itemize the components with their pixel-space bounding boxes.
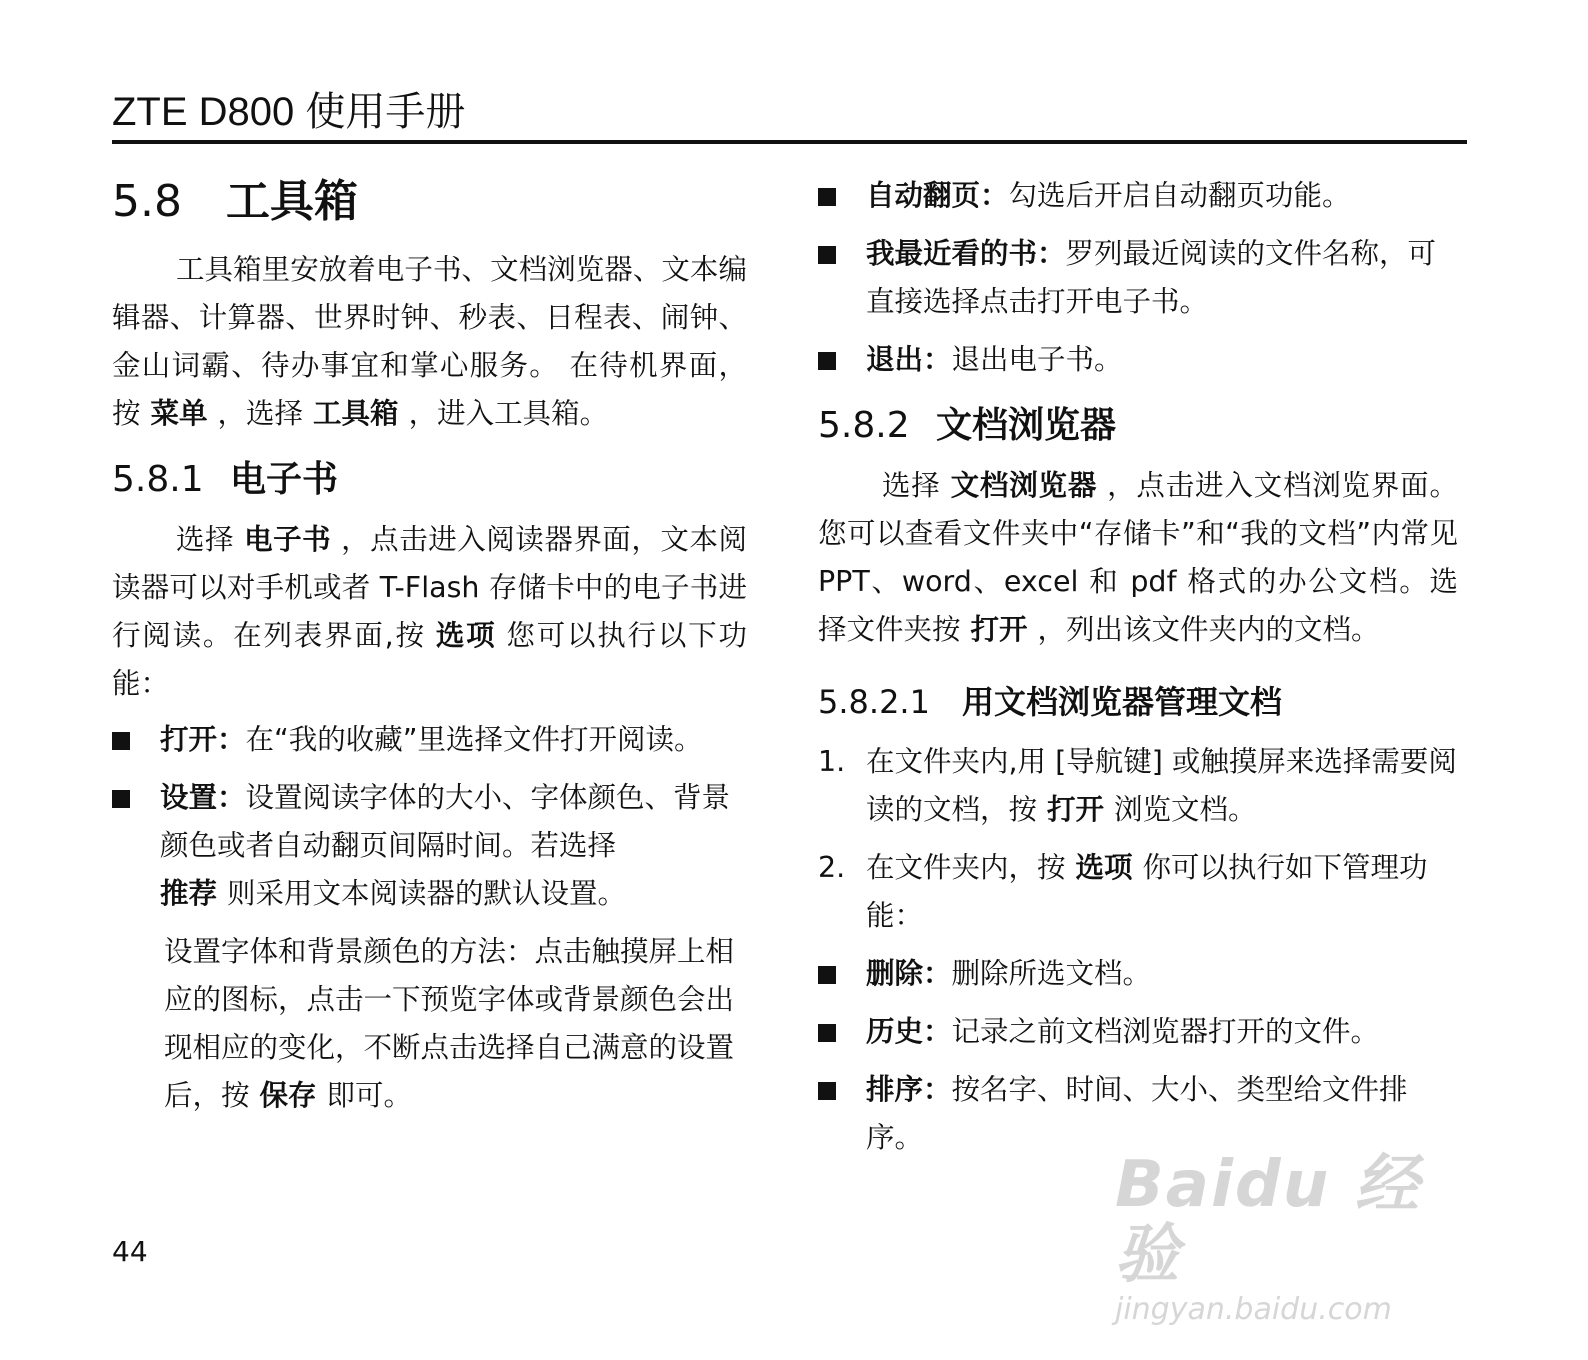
bullet-text: 按名字、时间、大小、类型给文件排序。 xyxy=(866,1073,1408,1154)
intro-text-end: ，进入工具箱。 xyxy=(408,397,609,430)
baidu-watermark xyxy=(1115,1148,1475,1327)
recommend-key: 推荐 xyxy=(160,877,218,910)
left-column xyxy=(112,162,747,1120)
square-bullet-icon xyxy=(818,246,836,264)
step-text: 在文件夹内，按 xyxy=(866,851,1066,884)
ebook-key: 电子书 xyxy=(244,523,332,556)
square-bullet-icon xyxy=(818,966,836,984)
bullet-text-tail: 则采用文本阅读器的默认设置。 xyxy=(227,877,627,910)
subsection-title: 电子书 xyxy=(230,459,339,500)
bullet-text: 勾选后开启自动翻页功能。 xyxy=(1008,179,1351,212)
bullet-item xyxy=(818,336,1458,384)
bullet-term: 退出： xyxy=(866,343,952,376)
watermark-url: jingyan.baidu.com xyxy=(1115,1292,1392,1327)
bullet-term: 我最近看的书： xyxy=(866,237,1066,270)
page-number: 44 xyxy=(112,1235,148,1268)
bullet-text: 设置阅读字体的大小、字体颜色、背景颜色或者自动翻页间隔时间。若选择 xyxy=(160,781,731,862)
bullet-term: 删除： xyxy=(866,957,952,990)
page-header xyxy=(112,88,1467,144)
toolbox-key: 工具箱 xyxy=(313,397,399,430)
square-bullet-icon xyxy=(818,1024,836,1042)
bullet-term: 排序： xyxy=(866,1073,952,1106)
save-key: 保存 xyxy=(259,1079,317,1112)
step-text-end: 你可以执行如下管理功能： xyxy=(866,851,1428,932)
ebook-text-end: 您可以执行以下功能： xyxy=(112,619,747,700)
ebook-paragraph xyxy=(112,516,747,708)
bullet-item xyxy=(818,230,1458,326)
numbered-step xyxy=(818,844,1458,940)
section-heading-5-8 xyxy=(112,172,747,232)
bullet-text: 罗列最近阅读的文件名称，可直接选择点击打开电子书。 xyxy=(866,237,1437,318)
section-number: 5.8 xyxy=(112,176,182,227)
ebook-text-mid: ，点击进入阅读器界面，文本阅读器可以对手机或者 T-Flash 存储卡中的电子书进行阅读。在列表界面,按 xyxy=(112,523,747,652)
numbered-step xyxy=(818,738,1458,834)
menu-key: 菜单 xyxy=(150,397,208,430)
bullet-item xyxy=(112,774,747,918)
settings-method-paragraph xyxy=(112,928,747,1120)
settings-text: 设置字体和背景颜色的方法：点击触摸屏上相应的图标，点击一下预览字体或背景颜色会出现相应的变化，不断点击选择自己满意的设置后，按 xyxy=(164,935,735,1112)
right-column xyxy=(818,162,1458,1172)
intro-text: 工具箱里安放着电子书、文档浏览器、文本编辑器、计算器、世界时钟、秒表、日程表、闹钟、金山词霸、待办事宜和掌心服务。 在待机界面，按 xyxy=(112,253,747,430)
section-title: 工具箱 xyxy=(226,176,358,227)
subsection-title: 文档浏览器 xyxy=(936,405,1117,446)
subsection-number: 5.8.2 xyxy=(818,405,910,446)
open-key: 打开 xyxy=(1047,793,1105,826)
bullet-term: 打开： xyxy=(160,723,246,756)
intro-text-mid: ，选择 xyxy=(217,397,304,430)
doc-text: 选择 xyxy=(882,469,941,502)
doc-text-mid: ，点击进入文档浏览界面。您可以查看文件夹中“存储卡”和“我的文档”内常见 PPT、word、excel 和 pdf 格式的办公文档。选择文件夹按 xyxy=(818,469,1458,646)
bullet-term: 历史： xyxy=(866,1015,952,1048)
subsection-heading-5-8-2-1 xyxy=(818,680,1458,724)
square-bullet-icon xyxy=(818,188,836,206)
doc-browser-paragraph xyxy=(818,462,1458,654)
doc-browser-key: 文档浏览器 xyxy=(950,469,1098,502)
bullet-item xyxy=(818,950,1458,998)
watermark-logo: Baidu 经验 xyxy=(1115,1148,1421,1292)
subsection-number: 5.8.1 xyxy=(112,459,204,500)
subsection-title: 用文档浏览器管理文档 xyxy=(962,683,1283,721)
step-text-end: 浏览文档。 xyxy=(1114,793,1257,826)
open-key: 打开 xyxy=(970,613,1028,646)
step-number: 1. xyxy=(818,745,846,778)
bullet-term: 自动翻页： xyxy=(866,179,1009,212)
bullet-item xyxy=(818,1008,1458,1056)
bullet-text: 删除所选文档。 xyxy=(951,957,1152,990)
options-key: 选项 xyxy=(435,619,497,652)
bullet-text: 在“我的收藏”里选择文件打开阅读。 xyxy=(245,723,703,756)
square-bullet-icon xyxy=(112,732,130,750)
bullet-item xyxy=(112,716,747,764)
settings-text-end: 即可。 xyxy=(326,1079,413,1112)
doc-text-end: ，列出该文件夹内的文档。 xyxy=(1037,613,1380,646)
square-bullet-icon xyxy=(112,790,130,808)
square-bullet-icon xyxy=(818,1082,836,1100)
step-number: 2. xyxy=(818,851,846,884)
bullet-item xyxy=(818,172,1458,220)
subsection-number: 5.8.2.1 xyxy=(818,683,930,721)
bullet-term: 设置： xyxy=(160,781,246,814)
bullet-text: 退出电子书。 xyxy=(951,343,1123,376)
step-text: 在文件夹内,用 [导航键] 或触摸屏来选择需要阅读的文档，按 xyxy=(866,745,1457,826)
bullet-text: 记录之前文档浏览器打开的文件。 xyxy=(951,1015,1380,1048)
ebook-text: 选择 xyxy=(176,523,235,556)
square-bullet-icon xyxy=(818,352,836,370)
manual-title: ZTE D800 使用手册 xyxy=(112,90,466,134)
options-key: 选项 xyxy=(1075,851,1133,884)
subsection-heading-5-8-2 xyxy=(818,402,1458,450)
toolbox-intro-paragraph xyxy=(112,246,747,438)
subsection-heading-5-8-1 xyxy=(112,456,747,504)
